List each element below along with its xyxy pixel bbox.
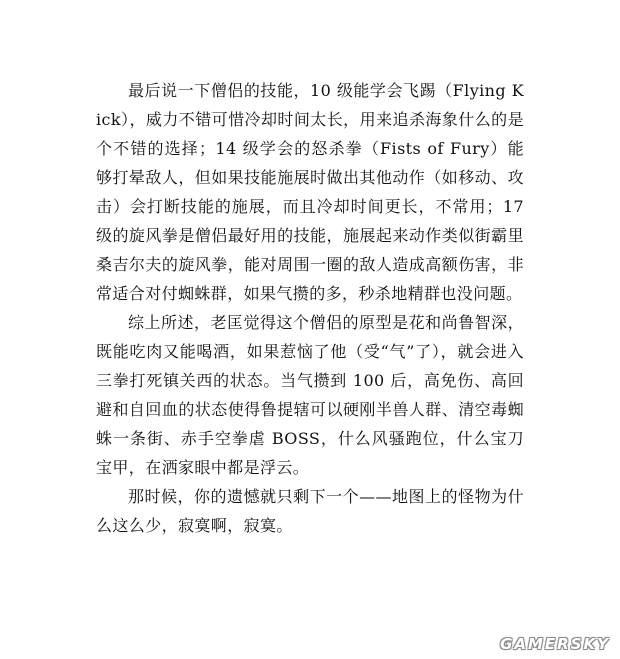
paragraph-closing: 那时候，你的遗憾就只剩下一个——地图上的怪物为什么这么少，寂寞啊，寂寞。 [96,487,524,535]
paragraph-summary: 综上所述，老匡觉得这个僧侣的原型是花和尚鲁智深，既能吃肉又能喝酒，如果惹恼了他（受“气”了），就会进入三拳打死镇关西的状态。当气攒到 100 后，高免伤、高回避和自回血的状态使得鲁提辖可以硬刚半兽人群、清空毒蜘蛛一条街、赤手空拳虐 BOSS，什么风骚跑位，什么宝刀宝甲，在洒家眼中都是浮云。 [96,313,524,477]
document-body [96,76,524,540]
paragraph-monk-skills: 最后说一下僧侣的技能，10 级能学会飞踢（Flying Kick），威力不错可惜冷却时间太长，用来追杀海象什么的是个不错的选择；14 级学会的怒杀拳（Fists of Fury）能够打晕敌人，但如果技能施展时做出其他动作（如移动、攻击）会打断技能的施展，而且冷却时间更长，不常用；17 级的旋风拳是僧侣最好用的技能，施展起来动作类似街霸里桑吉尔夫的旋风拳，能对周围一圈的敌人造成高额伤害，非常适合对付蜘蛛群，如果气攒的多，秒杀地精群也没问题。 [96,81,524,303]
gamersky-watermark: GAMERSKY [500,635,610,653]
